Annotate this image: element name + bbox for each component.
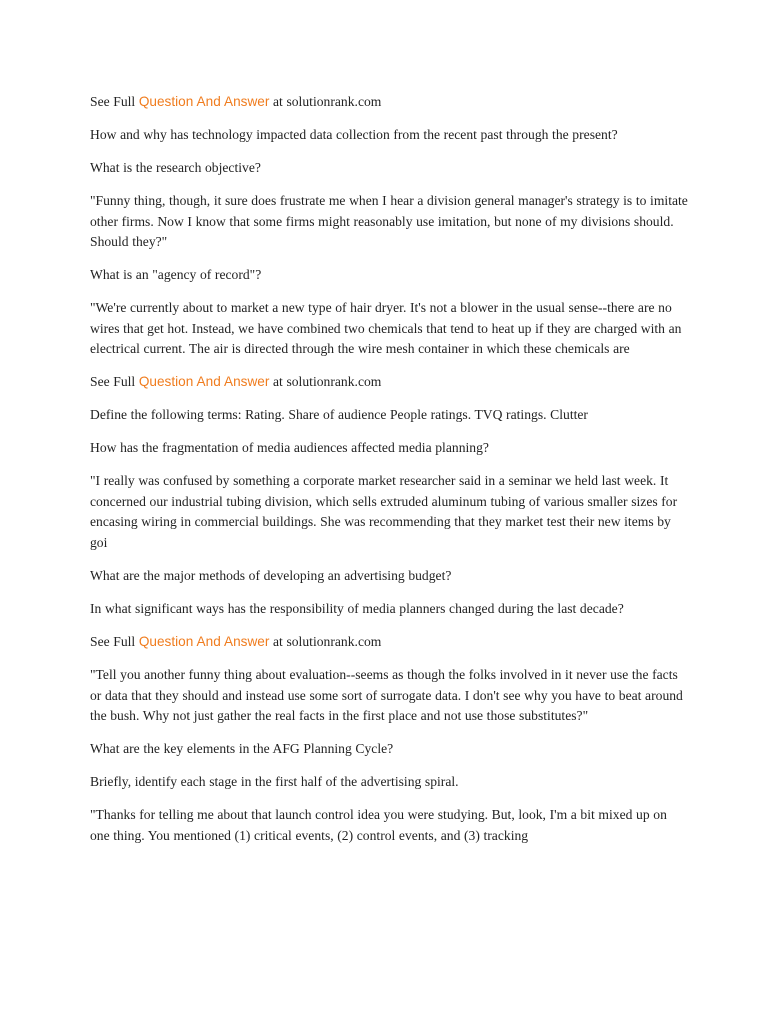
see-full-prefix: See Full xyxy=(90,633,136,649)
question-paragraph: What is an "agency of record"? xyxy=(90,267,262,283)
see-full-suffix: at solutionrank.com xyxy=(273,94,382,109)
question-paragraph: "Tell you another funny thing about evaluation--seems as though the folks involved in it never use the facts or data that they should and instead use some sort of surrogate data. I don't see why you have to beat around the bush. Why not just gather the real facts in the first place and not use those substitutes?" xyxy=(90,666,683,724)
see-full-line-2 xyxy=(90,372,690,393)
see-full-prefix: See Full xyxy=(90,374,136,390)
question-paragraph: How and why has technology impacted data collection from the recent past through the present? xyxy=(90,126,618,142)
question-paragraph: "We're currently about to market a new type of hair dryer. It's not a blower in the usual sense--there are no wires that get hot. Instead, we have combined two chemicals that tend to heat up if they are charged with an electrical current. The air is directed through the wire mesh container in which these chemicals are xyxy=(90,300,682,357)
see-full-suffix: at solutionrank.com xyxy=(273,374,382,390)
document-page xyxy=(90,92,690,859)
see-full-line-3 xyxy=(90,632,690,653)
question-paragraph: "Thanks for telling me about that launch control idea you were studying. But, look, I'm a bit mixed up on one thing. You mentioned (1) critical events, (2) control events, and (3) tracking xyxy=(90,807,667,843)
question-and-answer-link-3[interactable]: Question And Answer xyxy=(138,633,270,649)
see-full-line-1 xyxy=(90,92,690,113)
question-paragraph: Briefly, identify each stage in the first half of the advertising spiral. xyxy=(90,774,459,790)
question-and-answer-link-2[interactable]: Question And Answer xyxy=(138,374,270,390)
question-paragraph: "Funny thing, though, it sure does frustrate me when I hear a division general manager's strategy is to imitate other firms. Now I know that some firms might reasonably use imitation, but none of my divisions should. Should they?" xyxy=(90,192,688,250)
question-and-answer-link-1[interactable]: Question And Answer xyxy=(138,94,270,109)
question-paragraph: How has the fragmentation of media audiences affected media planning? xyxy=(90,440,489,456)
question-paragraph: What are the key elements in the AFG Planning Cycle? xyxy=(90,741,394,757)
question-paragraph: In what significant ways has the responsibility of media planners changed during the last decade? xyxy=(90,600,624,616)
question-paragraph: "I really was confused by something a corporate market researcher said in a seminar we held last week. It concerned our industrial tubing division, which sells extruded aluminum tubing of various smaller sizes for encasing wiring in commercial buildings. She was recommending that they market test their new items by goi xyxy=(90,473,678,551)
question-paragraph: What is the research objective? xyxy=(90,159,261,175)
see-full-suffix: at solutionrank.com xyxy=(273,633,382,649)
question-paragraph: Define the following terms: Rating. Share of audience People ratings. TVQ ratings. Clutter xyxy=(90,407,588,423)
question-paragraph: What are the major methods of developing an advertising budget? xyxy=(90,568,452,583)
see-full-prefix: See Full xyxy=(90,94,136,109)
